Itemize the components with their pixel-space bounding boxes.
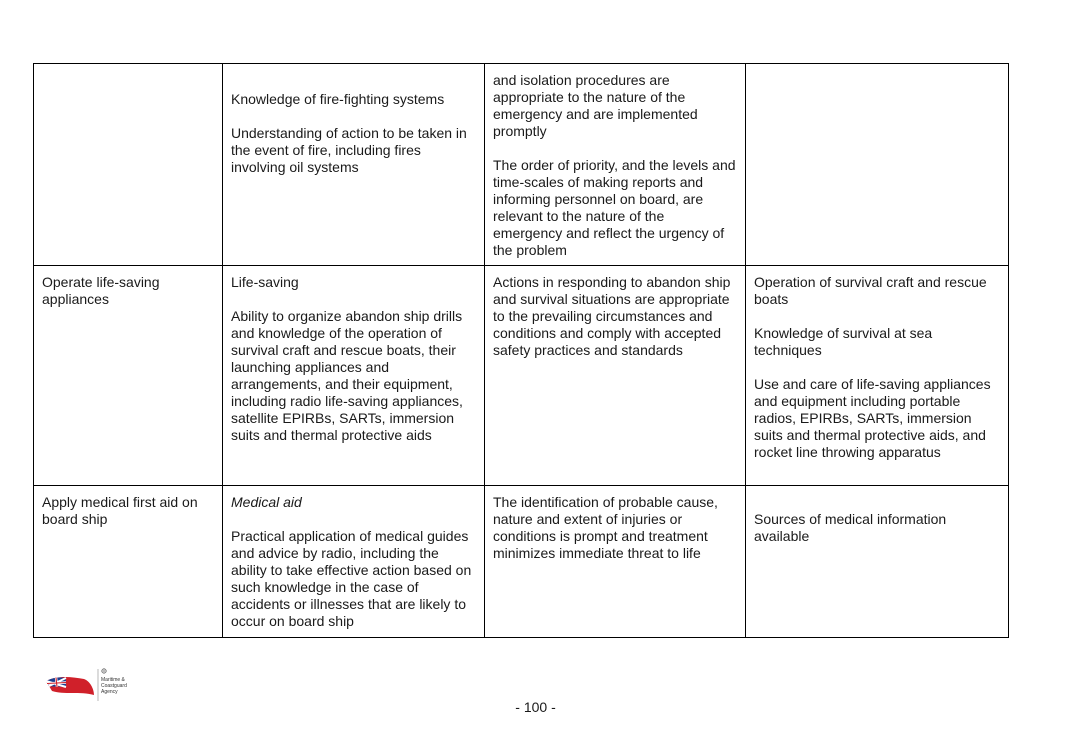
cell-knowledge xyxy=(223,486,485,638)
knowledge-text: Understanding of action to be taken in the event of fire, including fires involving oil systems xyxy=(231,125,467,175)
ensign-flag-icon xyxy=(46,677,94,695)
knowledge-text: Ability to organize abandon ship drills and knowledge of the operation of survival craft and rescue boats, their launching appliances and arrangements, and their equipment, including radio life-saving appliances, satellite EPIRBs, SARTs, immersion suits and thermal protective aids xyxy=(231,308,463,443)
criteria-text: and isolation procedures are appropriate to the nature of the emergency and are implemented promptly xyxy=(493,72,698,139)
competence-table xyxy=(33,63,1009,638)
methods-text: Use and care of life-saving appliances and equipment including portable radios, EPIRBs, SARTs, immersion suits and thermal protective aids, and rocket line throwing apparatus xyxy=(754,376,991,460)
logo-text: Maritime & xyxy=(101,677,125,683)
table-row xyxy=(34,266,1009,486)
cell-methods xyxy=(746,486,1009,638)
cell-competence xyxy=(34,486,223,638)
cell-methods xyxy=(746,64,1009,266)
cell-knowledge xyxy=(223,266,485,486)
table-row xyxy=(34,64,1009,266)
knowledge-heading: Life-saving xyxy=(231,274,299,290)
logo-text: Coastguard xyxy=(101,683,127,689)
methods-text: Operation of survival craft and rescue boats xyxy=(754,274,987,307)
cell-knowledge xyxy=(223,64,485,266)
knowledge-text: Knowledge of fire-fighting systems xyxy=(231,91,445,107)
cell-methods xyxy=(746,266,1009,486)
page-number: - 100 - xyxy=(515,699,556,715)
cell-competence xyxy=(34,266,223,486)
royal-crest-icon xyxy=(102,669,107,673)
methods-text: Knowledge of survival at sea techniques xyxy=(754,325,933,358)
competence-text: Operate life-saving appliances xyxy=(42,274,160,307)
logo-text: Agency xyxy=(101,689,118,695)
criteria-text: Actions in responding to abandon ship and survival situations are appropriate to the prevailing circumstances and conditions and comply with accepted safety practices and standards xyxy=(493,274,731,358)
knowledge-heading: Medical aid xyxy=(231,494,302,510)
table-row xyxy=(34,486,1009,638)
criteria-text: The identification of probable cause, nature and extent of injuries or conditions is prompt and treatment minimizes immediate threat to life xyxy=(493,494,718,561)
competence-text: Apply medical first aid on board ship xyxy=(42,494,198,527)
criteria-text: The order of priority, and the levels and time-scales of making reports and informing personnel on board, are relevant to the nature of the emergency and reflect the urgency of the problem xyxy=(493,157,736,258)
cell-competence xyxy=(34,64,223,266)
cell-criteria xyxy=(485,64,746,266)
methods-text: Sources of medical information available xyxy=(754,511,947,544)
cell-criteria xyxy=(485,266,746,486)
knowledge-text: Practical application of medical guides and advice by radio, including the ability to take effective action based on such knowledge in the case of accidents or illnesses that are likely to occur on board ship xyxy=(231,528,472,629)
cell-criteria xyxy=(485,486,746,638)
